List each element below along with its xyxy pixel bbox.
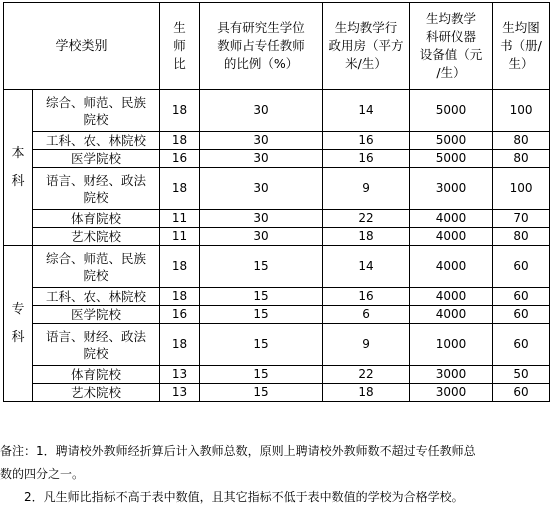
admin-space-cell [323, 210, 410, 228]
admin-space-cell [323, 228, 410, 246]
books-cell-text: 60 [513, 289, 529, 303]
admin-space-cell [323, 150, 410, 168]
equipment-value-cell-text: 4000 [435, 211, 467, 225]
books-cell-text: 100 [509, 181, 533, 195]
books-cell [493, 366, 550, 384]
header-row [4, 3, 550, 90]
books-cell [493, 228, 550, 246]
note-1-continued: 数的四分之一。 [0, 467, 85, 481]
table-row [4, 246, 550, 288]
school-type-cell-text: 艺术院校 [71, 229, 122, 244]
books-cell-text: 80 [513, 133, 529, 147]
table-row [4, 150, 550, 168]
admin-space-cell [323, 132, 410, 150]
table-row [4, 210, 550, 228]
table-row [4, 324, 550, 366]
graduate-pct-cell [200, 324, 323, 366]
school-type-cell-text: 语言、财经、政法 院校 [46, 328, 147, 361]
books-cell-text: 80 [513, 151, 529, 165]
school-type-cell-text: 体育院校 [71, 211, 122, 226]
admin-space-cell-text: 22 [358, 367, 374, 381]
graduate-pct-cell [200, 384, 323, 402]
equipment-value-cell [410, 228, 493, 246]
graduate-pct-cell [200, 288, 323, 306]
ratio-cell [160, 366, 200, 384]
ratio-cell-text: 16 [171, 307, 188, 321]
books-cell [493, 246, 550, 288]
school-type-cell [33, 90, 160, 132]
books-cell [493, 288, 550, 306]
graduate-pct-cell-text: 30 [253, 181, 269, 195]
ratio-cell [160, 288, 200, 306]
equipment-value-cell-text: 3000 [435, 367, 467, 381]
ratio-cell [160, 306, 200, 324]
admin-space-cell [323, 306, 410, 324]
ratio-cell [160, 228, 200, 246]
header-pct-text: 具有研究生学位 教师占专任教师 的比例（%） [217, 20, 305, 71]
books-cell [493, 132, 550, 150]
books-cell-text: 60 [513, 259, 529, 273]
admin-space-cell [323, 246, 410, 288]
table-row [4, 306, 550, 324]
graduate-pct-cell [200, 246, 323, 288]
equipment-value-cell [410, 150, 493, 168]
header-equipment-text: 生均教学 科研仪器 设备值（元 /生） [419, 11, 483, 80]
admin-space-cell-text: 9 [362, 337, 370, 351]
graduate-pct-cell [200, 168, 323, 210]
graduate-pct-cell-text: 30 [253, 211, 269, 225]
ratio-cell-text: 18 [171, 181, 188, 195]
ratio-cell-text: 18 [171, 259, 188, 273]
admin-space-cell-text: 6 [362, 307, 370, 321]
school-type-cell [33, 132, 160, 150]
graduate-pct-cell [200, 306, 323, 324]
admin-space-cell [323, 366, 410, 384]
equipment-value-cell [410, 90, 493, 132]
ratio-cell-text: 11 [171, 211, 188, 225]
ratio-cell [160, 246, 200, 288]
graduate-pct-cell [200, 366, 323, 384]
graduate-pct-cell [200, 228, 323, 246]
school-type-cell [33, 384, 160, 402]
books-cell [493, 384, 550, 402]
equipment-value-cell [410, 306, 493, 324]
admin-space-cell-text: 22 [358, 211, 374, 225]
equipment-value-cell-text: 5000 [435, 151, 467, 165]
table-row [4, 168, 550, 210]
equipment-value-cell [410, 384, 493, 402]
school-type-cell [33, 228, 160, 246]
equipment-value-cell-text: 1000 [435, 337, 467, 351]
table-row [4, 384, 550, 402]
equipment-value-cell [410, 210, 493, 228]
admin-space-cell [323, 324, 410, 366]
graduate-pct-cell-text: 15 [253, 259, 269, 273]
school-type-cell [33, 366, 160, 384]
ratio-cell [160, 168, 200, 210]
graduate-pct-cell-text: 15 [253, 337, 269, 351]
note-1: 备注：1．聘请校外教师经折算后计入教师总数，原则上聘请校外教师数不超过专任教师总 [0, 444, 476, 458]
header-equipment-value [410, 3, 493, 90]
admin-space-cell-text: 16 [358, 151, 374, 165]
equipment-value-cell [410, 288, 493, 306]
equipment-value-cell [410, 132, 493, 150]
equipment-value-cell [410, 246, 493, 288]
admin-space-cell [323, 384, 410, 402]
school-type-cell-text: 语言、财经、政法 院校 [46, 172, 147, 205]
admin-space-cell [323, 90, 410, 132]
group-label [4, 90, 33, 246]
equipment-value-cell-text: 3000 [435, 181, 467, 195]
books-cell-text: 80 [513, 229, 529, 243]
header-books-per-student [493, 3, 550, 90]
equipment-value-cell [410, 168, 493, 210]
ratio-cell-text: 11 [171, 229, 188, 243]
admin-space-cell-text: 18 [358, 229, 374, 243]
header-admin-space [323, 3, 410, 90]
table-row [4, 90, 550, 132]
ratio-cell [160, 384, 200, 402]
admin-space-cell-text: 16 [358, 133, 374, 147]
equipment-value-cell-text: 4000 [435, 259, 467, 273]
note-2: 2．凡生师比指标不高于表中数值，且其它指标不低于表中数值的学校为合格学校。 [24, 490, 464, 504]
books-cell-text: 60 [513, 385, 529, 399]
school-type-cell [33, 306, 160, 324]
header-student-teacher-ratio [160, 3, 200, 90]
group-label-text: 本 科 [11, 145, 25, 189]
school-type-cell [33, 288, 160, 306]
ratio-cell-text: 18 [171, 337, 188, 351]
books-cell [493, 324, 550, 366]
ratio-cell-text: 18 [171, 133, 188, 147]
equipment-value-cell [410, 324, 493, 366]
admin-space-cell-text: 18 [358, 385, 374, 399]
ratio-cell [160, 210, 200, 228]
graduate-pct-cell [200, 210, 323, 228]
books-cell [493, 306, 550, 324]
graduate-pct-cell-text: 15 [253, 307, 269, 321]
ratio-cell [160, 324, 200, 366]
admin-space-cell [323, 168, 410, 210]
books-cell [493, 150, 550, 168]
header-graduate-degree-pct [200, 3, 323, 90]
books-cell-text: 50 [513, 367, 529, 381]
ratio-cell [160, 132, 200, 150]
admin-space-cell-text: 14 [358, 259, 374, 273]
school-type-cell-text: 综合、师范、民族 院校 [46, 94, 147, 127]
school-type-cell [33, 168, 160, 210]
header-books-text: 生均图 书（册/ 生） [500, 20, 542, 71]
equipment-value-cell-text: 4000 [435, 289, 467, 303]
graduate-pct-cell-text: 30 [253, 151, 269, 165]
graduate-pct-cell-text: 30 [253, 229, 269, 243]
books-cell [493, 210, 550, 228]
school-type-cell-text: 工科、农、林院校 [46, 133, 147, 148]
school-type-cell-text: 艺术院校 [71, 385, 122, 400]
graduate-pct-cell [200, 132, 323, 150]
school-type-cell-text: 医学院校 [71, 151, 122, 166]
graduate-pct-cell [200, 150, 323, 168]
equipment-value-cell-text: 5000 [435, 103, 467, 117]
header-ratio-text: 生 师 比 [173, 20, 186, 71]
admin-space-cell [323, 288, 410, 306]
notes [0, 440, 551, 509]
books-cell-text: 70 [513, 211, 529, 225]
table-row [4, 288, 550, 306]
header-school-type: 学校类别 [4, 3, 160, 90]
school-standards-table [3, 2, 550, 402]
equipment-value-cell-text: 3000 [435, 385, 467, 399]
ratio-cell-text: 18 [171, 103, 188, 117]
equipment-value-cell-text: 5000 [435, 133, 467, 147]
school-type-cell [33, 246, 160, 288]
equipment-value-cell [410, 366, 493, 384]
table-row [4, 228, 550, 246]
admin-space-cell-text: 9 [362, 181, 370, 195]
books-cell [493, 90, 550, 132]
books-cell-text: 60 [513, 337, 529, 351]
graduate-pct-cell-text: 15 [253, 289, 269, 303]
ratio-cell-text: 13 [171, 367, 188, 381]
graduate-pct-cell-text: 15 [253, 367, 269, 381]
table-row [4, 132, 550, 150]
graduate-pct-cell-text: 15 [253, 385, 269, 399]
equipment-value-cell-text: 4000 [435, 307, 467, 321]
graduate-pct-cell [200, 90, 323, 132]
school-type-cell-text: 体育院校 [71, 367, 122, 382]
books-cell [493, 168, 550, 210]
ratio-cell [160, 90, 200, 132]
books-cell-text: 60 [513, 307, 529, 321]
school-type-cell [33, 150, 160, 168]
school-type-cell [33, 324, 160, 366]
ratio-cell-text: 18 [171, 289, 188, 303]
graduate-pct-cell-text: 30 [253, 103, 269, 117]
admin-space-cell-text: 14 [358, 103, 374, 117]
admin-space-cell-text: 16 [358, 289, 374, 303]
equipment-value-cell-text: 4000 [435, 229, 467, 243]
graduate-pct-cell-text: 30 [253, 133, 269, 147]
school-type-cell-text: 综合、师范、民族 院校 [46, 250, 147, 283]
school-type-cell-text: 医学院校 [71, 307, 122, 322]
school-type-cell [33, 210, 160, 228]
books-cell-text: 100 [509, 103, 533, 117]
group-label-text: 专 科 [11, 301, 25, 345]
school-type-cell-text: 工科、农、林院校 [46, 289, 147, 304]
table-row [4, 366, 550, 384]
ratio-cell [160, 150, 200, 168]
ratio-cell-text: 13 [171, 385, 188, 399]
group-label [4, 246, 33, 402]
ratio-cell-text: 16 [171, 151, 188, 165]
header-space-text: 生均教学行 政用房（平方 米/生） [328, 20, 404, 71]
